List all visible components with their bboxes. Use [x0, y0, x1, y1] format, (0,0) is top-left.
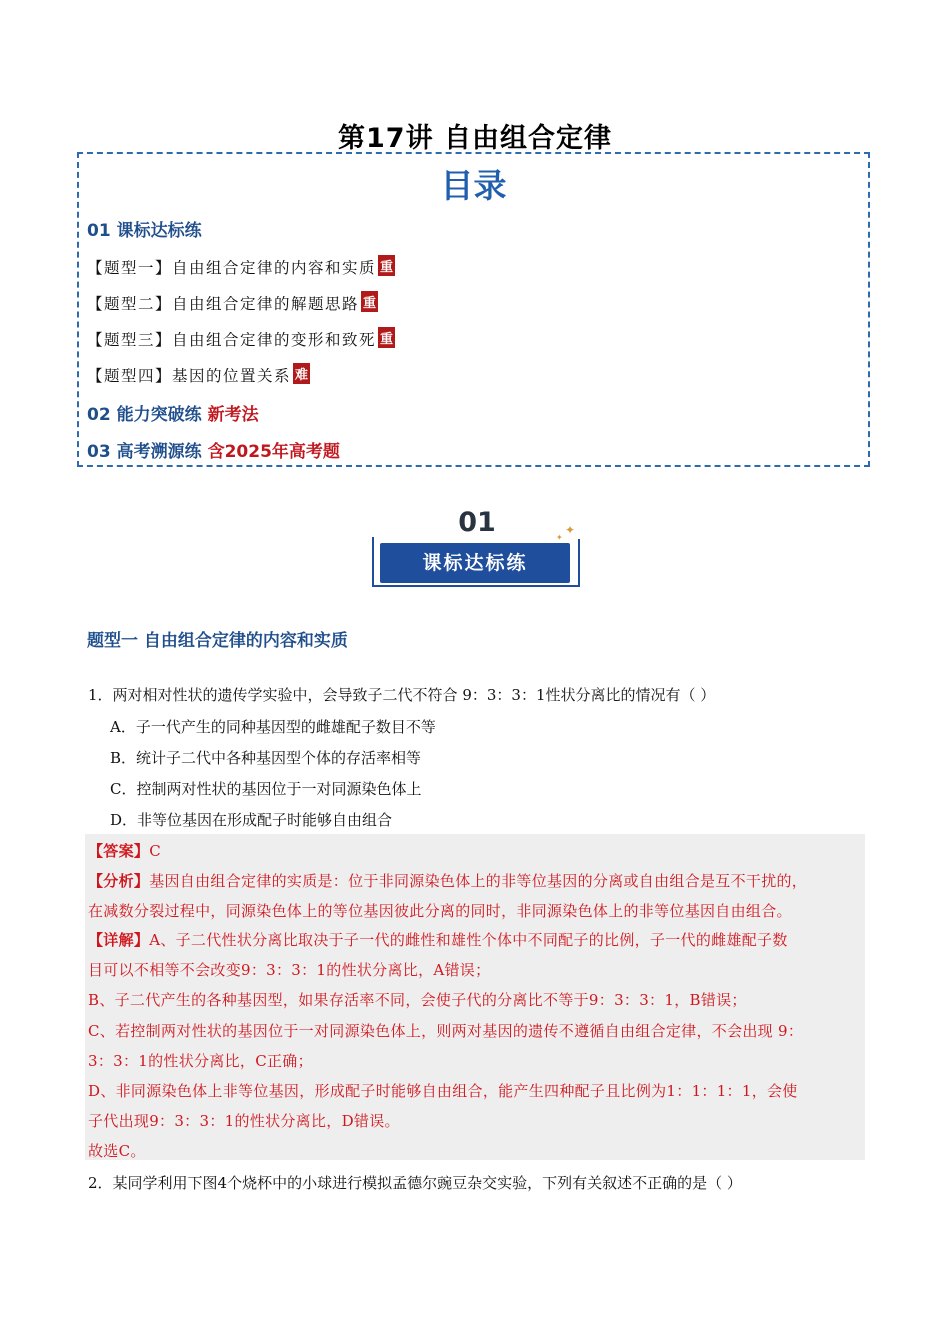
question-1-option-a: A．子一代产生的同种基因型的雌雄配子数目不等	[110, 718, 436, 736]
toc-item-4[interactable]	[87, 363, 310, 386]
banner-label: 课标达标练	[422, 552, 528, 574]
toc-section-label: 02 能力突破练	[87, 405, 202, 425]
analysis-label: 【分析】	[88, 872, 150, 890]
detail-line-1	[88, 929, 788, 950]
answer-label: 【答案】	[88, 842, 150, 860]
question-1-option-d: D．非等位基因在形成配子时能够自由组合	[110, 811, 393, 829]
toc-section-1[interactable]	[87, 216, 202, 241]
detail-line-6: D、非同源染色体上非等位基因，形成配子时能够自由组合，能产生四种配子且比例为1：1：1：1，会使	[88, 1082, 798, 1100]
toc-item-label: 【题型四】基因的位置关系	[87, 367, 292, 385]
banner-number: 01	[458, 507, 496, 538]
question-1-stem: 1．两对相对性状的遗传学实验中，会导致子二代不符合 9：3：3：1性状分离比的情况有（ ）	[88, 686, 716, 704]
detail-line-2: 目可以不相等不会改变9：3：3：1的性状分离比，A错误；	[88, 961, 491, 979]
detail-line-5: 3：3：1的性状分离比，C正确；	[88, 1052, 313, 1070]
question-1-option-c: C．控制两对性状的基因位于一对同源染色体上	[110, 780, 422, 798]
toc-section-extra: 新考法	[207, 405, 259, 425]
analysis-line-2: 在减数分裂过程中，同源染色体上的等位基因彼此分离的同时，非同源染色体上的非等位基因自由组合。	[88, 902, 792, 920]
question-2-stem: 2．某同学利用下图4个烧杯中的小球进行模拟孟德尔豌豆杂交实验，下列有关叙述不正确的是（ ）	[88, 1174, 742, 1192]
toc-item-1[interactable]	[87, 255, 395, 278]
detail-text: A、子二代性状分离比取决于子一代的雌性和雄性个体中不同配子的比例，子一代的雌雄配子数	[149, 931, 788, 949]
detail-line-3: B、子二代产生的各种基因型，如果存活率不同，会使子代的分离比不等于9：3：3：1，B错误；	[88, 991, 747, 1009]
toc-section-2[interactable]	[87, 400, 259, 425]
toc-item-label: 【题型三】自由组合定律的变形和致死	[87, 331, 377, 349]
sparkle-icon: ✦	[565, 523, 576, 537]
toc-section-extra: 含2025年高考题	[207, 442, 340, 462]
question-1-option-b: B．统计子二代中各种基因型个体的存活率相等	[110, 749, 422, 767]
toc-item-3[interactable]	[87, 327, 395, 350]
answer-line	[88, 840, 161, 861]
analysis-text: 基因自由组合定律的实质是：位于非同源染色体上的非等位基因的分离或自由组合是互不干扰的，	[149, 872, 808, 890]
toc-item-label: 【题型一】自由组合定律的内容和实质	[87, 259, 377, 277]
toc-item-2[interactable]	[87, 291, 378, 314]
detail-line-4: C、若控制两对性状的基因位于一对同源染色体上，则两对基因的遗传不遵循自由组合定律，不会出现 9：	[88, 1022, 804, 1040]
section-banner	[372, 505, 582, 590]
analysis-line-1	[88, 870, 807, 891]
tag-badge: 难	[293, 363, 310, 384]
table-of-contents	[77, 152, 870, 467]
toc-section-label: 01 课标达标练	[87, 221, 202, 241]
detail-line-7: 子代出现9：3：3：1的性状分离比，D错误。	[88, 1112, 400, 1130]
section-title: 题型一 自由组合定律的内容和实质	[87, 631, 348, 651]
tag-badge: 重	[378, 255, 395, 276]
detail-line-8: 故选C。	[88, 1142, 146, 1160]
toc-heading: 目录	[440, 166, 507, 205]
tag-badge: 重	[361, 291, 378, 312]
detail-label: 【详解】	[88, 931, 150, 949]
toc-section-label: 03 高考溯源练	[87, 442, 202, 462]
page-title: 第17讲 自由组合定律	[338, 123, 612, 154]
answer-value: C	[149, 842, 161, 860]
toc-section-3[interactable]	[87, 437, 340, 462]
sparkle-icon: ✦	[556, 533, 563, 542]
banner-frame-right	[570, 539, 580, 587]
toc-item-label: 【题型二】自由组合定律的解题思路	[87, 295, 360, 313]
tag-badge: 重	[378, 327, 395, 348]
